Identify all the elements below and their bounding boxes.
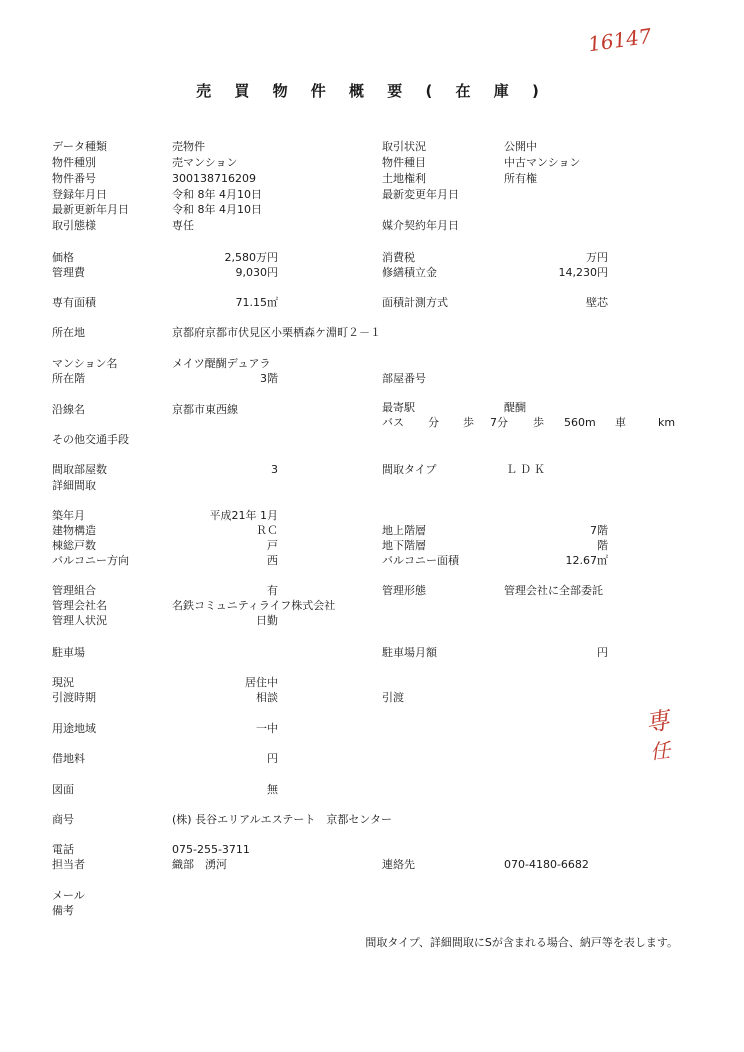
label-floors-below: 地下階層 bbox=[382, 539, 426, 552]
label-mgmt-company: 管理会社名 bbox=[52, 599, 107, 612]
access-min: 分 bbox=[428, 416, 439, 429]
value-balcony-direction: 西 bbox=[267, 554, 278, 567]
label-location: 所在地 bbox=[52, 326, 85, 339]
value-built: 平成21年 1月 bbox=[209, 509, 278, 522]
label-line: 沿線名 bbox=[52, 403, 85, 416]
value-contact: 070-4180-6682 bbox=[504, 858, 589, 871]
value-last-update: 令和 8年 4月10日 bbox=[172, 203, 262, 216]
label-last-update: 最新更新年月日 bbox=[52, 203, 129, 216]
value-parking-fee: 円 bbox=[597, 646, 608, 659]
label-structure: 建物構造 bbox=[52, 524, 96, 537]
value-data-type: 売物件 bbox=[172, 140, 205, 153]
label-handover-time: 引渡時期 bbox=[52, 691, 96, 704]
footnote: 間取タイプ、詳細間取にSが含まれる場合、納戸等を表します。 bbox=[365, 936, 678, 949]
label-floors-above: 地上階層 bbox=[382, 524, 426, 537]
access-bus: バス bbox=[382, 416, 404, 429]
value-mansion-name: メイツ醍醐デュアラ bbox=[172, 357, 271, 370]
value-total-units: 戸 bbox=[267, 539, 278, 552]
value-mgmt-company: 名鉄コミュニティライフ株式会社 bbox=[172, 599, 336, 612]
label-association: 管理組合 bbox=[52, 584, 96, 597]
value-current-status: 居住中 bbox=[245, 676, 278, 689]
value-exclusive-area: 71.15㎡ bbox=[235, 296, 278, 309]
access-car: 車 bbox=[615, 416, 626, 429]
label-area-method: 面積計測方式 bbox=[382, 296, 448, 309]
value-handover-time: 相談 bbox=[256, 691, 278, 704]
value-structure: ＲＣ bbox=[256, 524, 278, 537]
value-drawing: 無 bbox=[267, 783, 278, 796]
value-registration-date: 令和 8年 4月10日 bbox=[172, 188, 262, 201]
label-land-lease: 借地料 bbox=[52, 752, 85, 765]
label-property-category: 物件種別 bbox=[52, 156, 96, 169]
label-floor: 所在階 bbox=[52, 372, 85, 385]
label-exclusive-area: 専有面積 bbox=[52, 296, 96, 309]
label-phone: 電話 bbox=[52, 843, 74, 856]
value-property-item: 中古マンション bbox=[504, 156, 581, 169]
value-trade-name: (株) 長谷エリアルエステート 京都センター bbox=[172, 813, 392, 826]
label-nearest-station: 最寄駅 bbox=[382, 401, 415, 414]
document-title: 売 買 物 件 概 要 ( 在 庫 ) bbox=[196, 82, 548, 100]
label-remarks: 備考 bbox=[52, 904, 74, 917]
value-area-method: 壁芯 bbox=[586, 296, 608, 309]
value-property-category: 売マンション bbox=[172, 156, 238, 169]
handwritten-number: 16147 bbox=[586, 23, 653, 57]
label-balcony-direction: バルコニー方向 bbox=[52, 554, 129, 567]
label-email: メール bbox=[52, 889, 85, 902]
label-brokerage-date: 媒介契約年月日 bbox=[382, 219, 459, 232]
value-person: 織部 湧河 bbox=[172, 858, 227, 871]
value-balcony-area: 12.67㎡ bbox=[565, 554, 608, 567]
value-deal-status: 公開中 bbox=[504, 140, 537, 153]
label-deal-status: 取引状況 bbox=[382, 140, 426, 153]
value-layout-type: ＬＤＫ bbox=[506, 463, 548, 476]
label-layout-detail: 詳細間取 bbox=[52, 479, 96, 492]
value-floors-above: 7階 bbox=[590, 524, 608, 537]
handwritten-mark-sen: 専 bbox=[643, 706, 672, 738]
value-repair-reserve: 14,230円 bbox=[558, 266, 608, 279]
access-distance: 560m bbox=[564, 416, 596, 429]
label-deal-type: 取引態様 bbox=[52, 219, 96, 232]
value-floor: 3階 bbox=[260, 372, 278, 385]
value-land-right: 所有権 bbox=[504, 172, 537, 185]
label-balcony-area: バルコニー面積 bbox=[382, 554, 459, 567]
label-consumption-tax: 消費税 bbox=[382, 251, 415, 264]
value-management-fee: 9,030円 bbox=[235, 266, 278, 279]
value-consumption-tax: 万円 bbox=[586, 251, 608, 264]
label-price: 価格 bbox=[52, 251, 74, 264]
label-total-units: 棟総戸数 bbox=[52, 539, 96, 552]
access-km: km bbox=[658, 416, 676, 429]
label-contact: 連絡先 bbox=[382, 858, 415, 871]
access-walk-2: 歩 bbox=[533, 416, 544, 429]
access-walk-minutes: 7分 bbox=[490, 416, 508, 429]
label-parking: 駐車場 bbox=[52, 646, 85, 659]
access-walk: 歩 bbox=[463, 416, 474, 429]
value-land-lease: 円 bbox=[267, 752, 278, 765]
value-line: 京都市東西線 bbox=[172, 403, 238, 416]
label-land-right: 土地権利 bbox=[382, 172, 426, 185]
label-registration-date: 登録年月日 bbox=[52, 188, 107, 201]
value-manager-status: 日勤 bbox=[256, 614, 278, 627]
label-person: 担当者 bbox=[52, 858, 85, 871]
handwritten-mark-nin: 任 bbox=[648, 738, 672, 764]
label-drawing: 図面 bbox=[52, 783, 74, 796]
label-manager-status: 管理人状況 bbox=[52, 614, 107, 627]
label-property-number: 物件番号 bbox=[52, 172, 96, 185]
label-zoning: 用途地域 bbox=[52, 722, 96, 735]
label-handover: 引渡 bbox=[382, 691, 404, 704]
label-current-status: 現況 bbox=[52, 676, 74, 689]
label-mgmt-form: 管理形態 bbox=[382, 584, 426, 597]
value-price: 2,580万円 bbox=[224, 251, 278, 264]
label-property-item: 物件種目 bbox=[382, 156, 426, 169]
value-floors-below: 階 bbox=[597, 539, 608, 552]
value-association: 有 bbox=[267, 584, 278, 597]
label-layout-type: 間取タイプ bbox=[382, 463, 437, 476]
label-mansion-name: マンション名 bbox=[52, 357, 118, 370]
label-management-fee: 管理費 bbox=[52, 266, 85, 279]
value-mgmt-form: 管理会社に全部委託 bbox=[504, 584, 603, 597]
value-deal-type: 専任 bbox=[172, 219, 194, 232]
label-repair-reserve: 修繕積立金 bbox=[382, 266, 437, 279]
value-phone: 075-255-3711 bbox=[172, 843, 250, 856]
value-rooms: 3 bbox=[271, 463, 278, 476]
value-nearest-station: 醍醐 bbox=[504, 401, 526, 414]
label-rooms: 間取部屋数 bbox=[52, 463, 107, 476]
label-other-transport: その他交通手段 bbox=[52, 433, 129, 446]
label-built: 築年月 bbox=[52, 509, 85, 522]
value-location: 京都府京都市伏見区小栗栖森ケ淵町２－１ bbox=[172, 326, 381, 339]
label-latest-change: 最新変更年月日 bbox=[382, 188, 459, 201]
label-room-number: 部屋番号 bbox=[382, 372, 426, 385]
label-data-type: データ種類 bbox=[52, 140, 107, 153]
label-trade-name: 商号 bbox=[52, 813, 74, 826]
value-property-number: 300138716209 bbox=[172, 172, 256, 185]
label-parking-fee: 駐車場月額 bbox=[382, 646, 437, 659]
value-zoning: 一中 bbox=[256, 722, 278, 735]
